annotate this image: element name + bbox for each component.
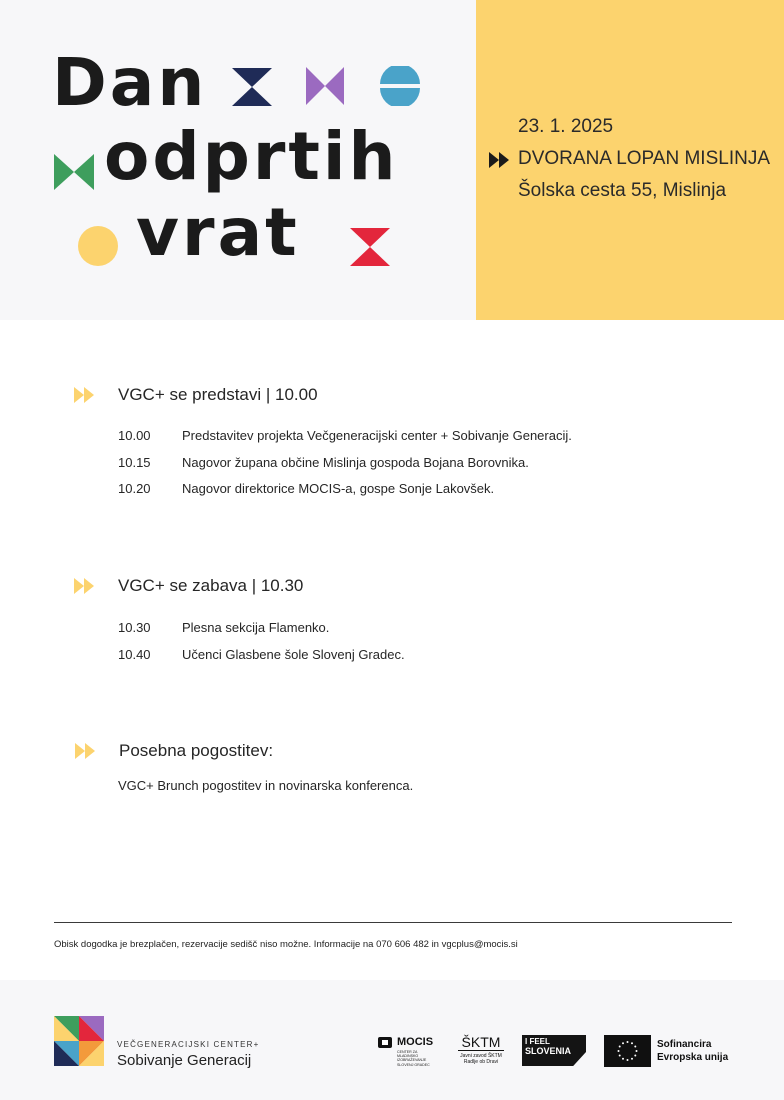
section-text: VGC+ Brunch pogostitev in novinarska konferenca. [118,778,414,793]
title-word-dan: Dan [52,44,208,121]
title-word-odprtih: odprtih [104,118,399,195]
eu-line1: Sofinancira [657,1039,712,1050]
schedule-time: 10.40 [118,647,151,662]
mocis-subtitle: CENTER ZA MLADINSKO IZOBRAŽEVANJE SLOVENJ GRADEC [397,1050,430,1067]
section-title: Posebna pogostitev: [119,741,274,760]
vgc-logo-icon [54,1016,104,1066]
section-title: VGC+ se predstavi | 10.00 [118,385,318,404]
schedule-time: 10.30 [118,620,151,635]
schedule-description: Predstavitev projekta Večgeneracijski center + Sobivanje Generacij. [182,428,572,443]
footnote: Obisk dogodka je brezplačen, rezervacije sedišč niso možne. Informacije na 070 606 482 in vgcplus@mocis.si [54,939,518,950]
teal-split-circle-icon [380,66,420,106]
green-bowtie-icon [54,154,94,190]
schedule-description: Nagovor direktorice MOCIS-a, gospe Sonje Lakovšek. [182,481,495,496]
schedule-description: Plesna sekcija Flamenko. [182,620,330,635]
navy-hourglass-icon [232,68,272,106]
mocis-name: MOCIS [397,1036,434,1048]
divider [54,922,732,923]
schedule-description: Nagovor župana občine Mislinja gospoda Bojana Borovnika. [182,455,529,470]
red-hourglass-icon [350,228,390,266]
schedule-description: Učenci Glasbene šole Slovenj Gradec. [182,647,405,662]
ifs-line1: I FEEL [525,1037,550,1046]
eu-cofunding-label [657,1038,728,1064]
yellow-circle-icon [78,226,118,266]
schedule-time: 10.15 [118,455,151,470]
vgc-small-label: VEČGENERACIJSKI CENTER+ [117,1040,260,1049]
event-venue: DVORANA LOPAN MISLINJA [518,148,770,169]
section-title: VGC+ se zabava | 10.30 [118,576,304,595]
section-arrow-icon [74,578,96,594]
section-arrow-icon [75,743,97,759]
vgc-name: Sobivanje Generacij [117,1052,252,1069]
schedule-time: 10.20 [118,481,151,496]
section-arrow-icon [74,387,96,403]
eu-line2: Evropska unija [657,1052,729,1063]
sktm-name: ŠKTM [458,1035,504,1051]
mocis-logo-icon [378,1035,394,1049]
title-word-vrat: vrat [136,194,300,271]
purple-bowtie-icon [306,67,344,105]
double-arrow-icon [489,152,511,168]
sktm-subtitle: Javni zavod ŠKTM Radlje ob Dravi [460,1053,502,1065]
ifs-line2: SLOVENIA [525,1046,572,1056]
event-date: 23. 1. 2025 [518,116,614,137]
eu-flag-icon [604,1035,651,1067]
schedule-time: 10.00 [118,428,151,443]
event-address: Šolska cesta 55, Mislinja [518,180,727,201]
